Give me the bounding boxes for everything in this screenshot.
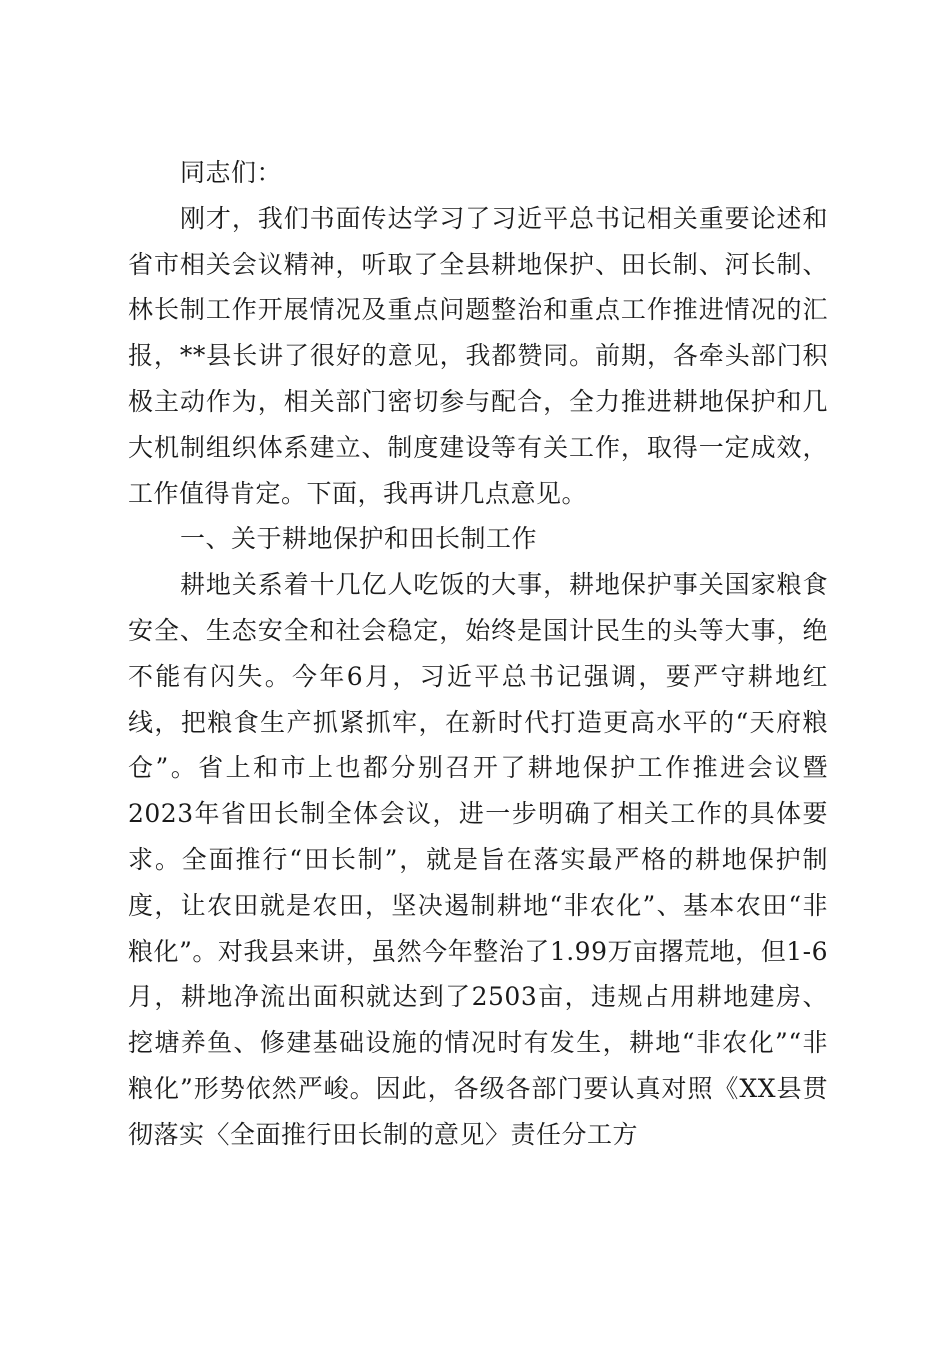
salutation: 同志们： — [180, 158, 283, 187]
document-body — [128, 150, 828, 1158]
opening-paragraph: 刚才，我们书面传达学习了习近平总书记相关重要论述和省市相关会议精神，听取了全县耕地保护、田长制、河长制、林长制工作开展情况及重点问题整治和重点工作推进情况的汇报，**县长讲了很好的意见，我都赞同。前期，各牵头部门积极主动作为，相关部门密切参与配合，全力推进耕地保护和几大机制组织体系建立、制度建设等有关工作，取得一定成效，工作值得肯定。下面，我再讲几点意见。 — [128, 203, 828, 508]
section-heading: 一、关于耕地保护和田长制工作 — [180, 524, 538, 554]
section-paragraph: 耕地关系着十几亿人吃饭的大事，耕地保护事关国家粮食安全、生态安全和社会稳定，始终是国计民生的头等大事，绝不能有闪失。今年6月，习近平总书记强调，要严守耕地红线，把粮食生产抓紧抓牢，在新时代打造更高水平的“天府粮仓”。省上和市上也都分别召开了耕地保护工作推进会议暨2023年省田长制全体会议，进一步明确了相关工作的具体要求。全面推行“田长制”，就是旨在落实最严格的耕地保护制度，让农田就是农田，坚决遏制耕地“非农化”、基本农田“非粮化”。对我县来讲，虽然今年整治了1.99万亩撂荒地，但1-6月，耕地净流出面积就达到了2503亩，违规占用耕地建房、挖塘养鱼、修建基础设施的情况时有发生，耕地“非农化”“非粮化”形势依然严峻。因此，各级各部门要认真对照《XX县贯彻落实〈全面推行田长制的意见〉责任分工方 — [128, 570, 828, 1149]
